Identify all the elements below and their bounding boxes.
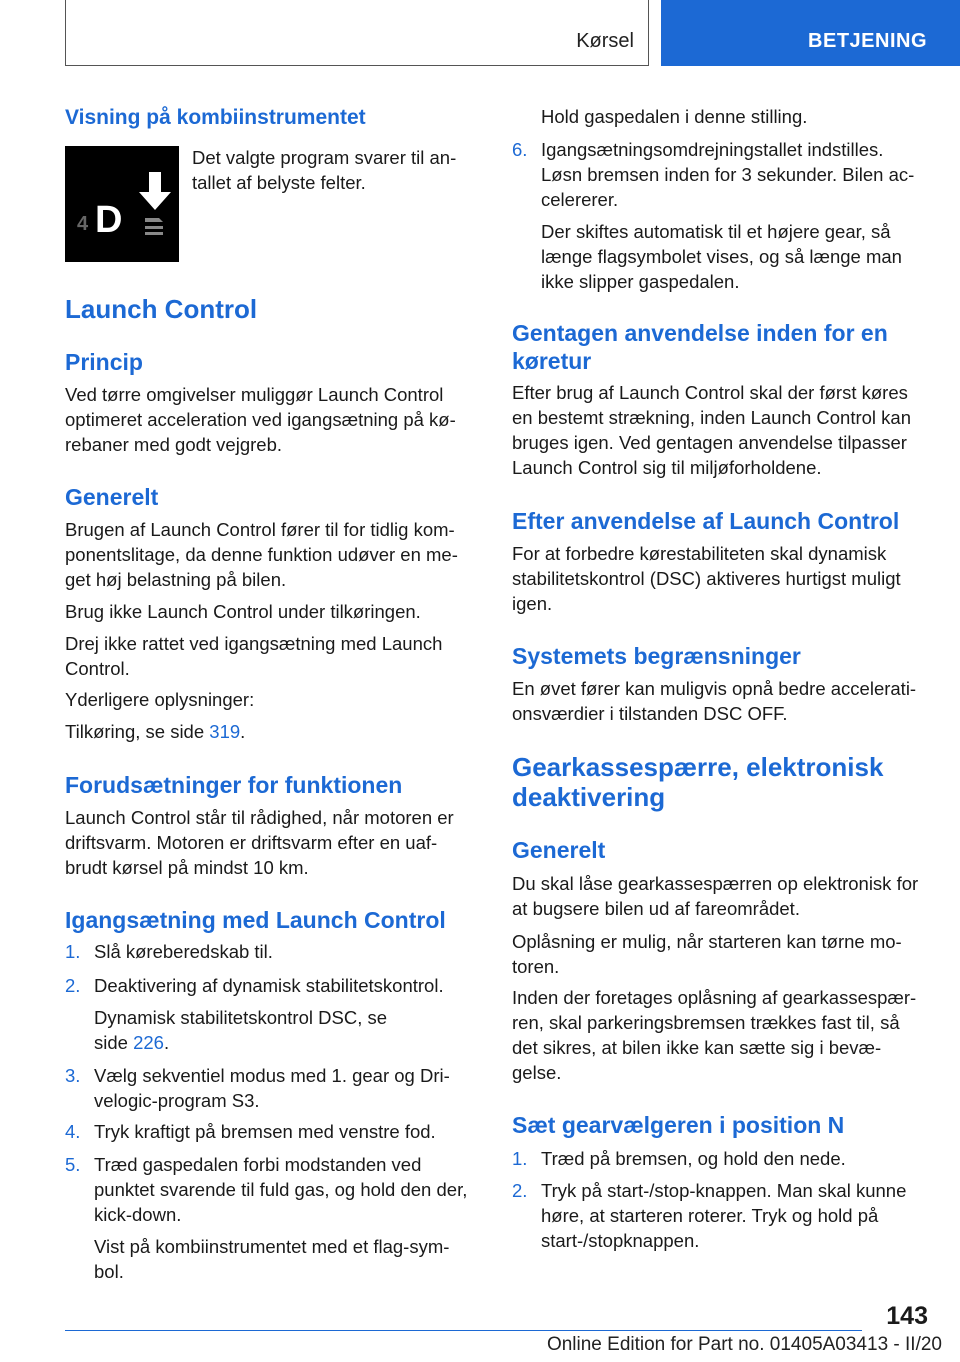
efter-line-1: For at forbedre kørestabiliteten skal dynamisk bbox=[512, 543, 887, 564]
generelt-p5 bbox=[65, 719, 485, 744]
step-number-6: 6. bbox=[512, 139, 528, 160]
step-5-continued: Hold gaspedalen i denne stilling. bbox=[541, 106, 808, 127]
generelt-line-2: ponentslitage, da denne funktion udøver en me- bbox=[65, 544, 458, 565]
gen-p3-line-3: det sikres, at bilen ikke kan sætte sig i bevæ- bbox=[512, 1037, 882, 1058]
gentagen-line-2: en bestemt strækning, inden Launch Control kan bbox=[512, 407, 912, 428]
step-2c-suffix: . bbox=[163, 1032, 170, 1053]
generelt-p2: Brug ikke Launch Control under tilkøringen. bbox=[65, 601, 421, 622]
gen-p1-line-2: at bugsere bilen ud af fareområdet. bbox=[512, 898, 800, 919]
princip-line-3: rebaner med godt vejgreb. bbox=[65, 434, 282, 455]
step-n-number-2: 2. bbox=[512, 1180, 528, 1201]
gen-p3-line-1: Inden der foretages oplåsning af gearkassespær- bbox=[512, 987, 917, 1008]
step-n-2-line-1: Tryk på start-/stop-knappen. Man skal kunne bbox=[541, 1180, 907, 1201]
step-6-line-1: Igangsætningsomdrejningstallet indstilles. bbox=[541, 139, 884, 160]
page-link-319[interactable]: 319 bbox=[209, 721, 241, 742]
step-number-1: 1. bbox=[65, 941, 81, 962]
gen-p2-line-2: toren. bbox=[512, 956, 560, 977]
svg-text:4: 4 bbox=[77, 213, 89, 235]
step-n-2-line-2: høre, at starteren roterer. Tryk og hold på bbox=[541, 1205, 879, 1226]
heading-begraensninger: Systemets begrænsninger bbox=[512, 643, 801, 669]
step-number-4: 4. bbox=[65, 1121, 81, 1142]
footer-edition: Online Edition for Part no. 01405A03413 - II/20 bbox=[546, 1334, 942, 1355]
efter-line-3: igen. bbox=[512, 593, 553, 614]
heading-generelt: Generelt bbox=[65, 484, 159, 510]
generelt-line-3: get høj belastning på bilen. bbox=[65, 569, 287, 590]
heading-gentagen-line-1: Gentagen anvendelse inden for en bbox=[512, 320, 888, 346]
step-number-2: 2. bbox=[65, 975, 81, 996]
step-n-1: Træd på bremsen, og hold den nede. bbox=[541, 1148, 846, 1169]
heading-generelt-2: Generelt bbox=[512, 837, 606, 863]
step-6b-line-1: Der skiftes automatisk til et højere gear, så bbox=[541, 221, 891, 242]
heading-gearkassespaerre-line-1: Gearkassespærre, elektronisk bbox=[512, 752, 884, 782]
generelt-p5-suffix: . bbox=[240, 721, 246, 742]
footer-divider bbox=[65, 1330, 862, 1331]
generelt-p3-line-1: Drej ikke rattet ved igangsætning med Launch bbox=[65, 633, 443, 654]
step-4: Tryk kraftigt på bremsen med venstre fod. bbox=[94, 1121, 436, 1142]
heading-efter-anvendelse: Efter anvendelse af Launch Control bbox=[512, 508, 900, 534]
gen-p3-line-4: gelse. bbox=[512, 1062, 562, 1083]
header-chapter: Kørsel bbox=[576, 30, 634, 52]
gentagen-line-3: bruges igen. Ved gentagen anvendelse tilpasser bbox=[512, 432, 907, 453]
step-2b: Dynamisk stabilitetskontrol DSC, se bbox=[94, 1007, 388, 1028]
begr-line-2: onsværdier i tilstanden DSC OFF. bbox=[512, 703, 788, 724]
heading-gentagen-line-2: køretur bbox=[512, 348, 592, 374]
heading-visning: Visning på kombiinstrumentet bbox=[65, 106, 366, 129]
visning-line-2: tallet af belyste felter. bbox=[192, 172, 366, 193]
page-number: 143 bbox=[886, 1302, 928, 1330]
forudsaet-line-1: Launch Control står til rådighed, når motoren er bbox=[65, 807, 454, 828]
header-section-label: BETJENING bbox=[808, 30, 927, 52]
step-5b-line-2: bol. bbox=[94, 1261, 124, 1282]
gentagen-line-4: Launch Control sig til miljøforholdene. bbox=[512, 457, 822, 478]
heading-launch-control: Launch Control bbox=[65, 294, 258, 324]
header-section-tab[interactable] bbox=[661, 0, 960, 66]
step-6-line-3: celererer. bbox=[541, 189, 619, 210]
forudsaet-line-3: brudt kørsel på mindst 10 km. bbox=[65, 857, 309, 878]
step-6b-line-2: længe flagsymbolet vises, og så længe man bbox=[541, 246, 902, 267]
step-n-2-line-3: start-/stopknappen. bbox=[541, 1230, 700, 1251]
step-3-line-1: Vælg sekventiel modus med 1. gear og Dri- bbox=[94, 1065, 450, 1086]
step-5b-line-1: Vist på kombiinstrumentet med et flag-sym- bbox=[94, 1236, 450, 1257]
generelt-p5-prefix: Tilkøring, se side bbox=[65, 721, 210, 742]
visning-line-1: Det valgte program svarer til an- bbox=[192, 147, 457, 168]
generelt-p3-line-2: Control. bbox=[65, 658, 130, 679]
step-number-3: 3. bbox=[65, 1065, 81, 1086]
begr-line-1: En øvet fører kan muligvis opnå bedre accelerati- bbox=[512, 678, 917, 699]
princip-line-1: Ved tørre omgivelser muliggør Launch Control bbox=[65, 384, 444, 405]
princip-line-2: optimeret acceleration ved igangsætning på kø- bbox=[65, 409, 456, 430]
heading-gearkassespaerre-line-2: deaktivering bbox=[512, 782, 666, 812]
step-n-number-1: 1. bbox=[512, 1148, 528, 1169]
step-6b-line-3: ikke slipper gaspedalen. bbox=[541, 271, 740, 292]
heading-igangsaetning: Igangsætning med Launch Control bbox=[65, 907, 446, 933]
step-5-line-3: kick-down. bbox=[94, 1204, 182, 1225]
step-number-5: 5. bbox=[65, 1154, 81, 1175]
generelt-p4: Yderligere oplysninger: bbox=[65, 689, 255, 710]
step-6-line-2: Løsn bremsen inden for 3 sekunder. Bilen ac- bbox=[541, 164, 915, 185]
svg-text:D: D bbox=[95, 199, 123, 241]
page-link-226[interactable]: 226 bbox=[133, 1032, 164, 1053]
heading-saet-gearvaelgeren: Sæt gearvælgeren i position N bbox=[512, 1112, 845, 1138]
efter-line-2: stabilitetskontrol (DSC) aktiveres hurtigst muligt bbox=[512, 568, 901, 589]
step-5-line-1: Træd gaspedalen forbi modstanden ved bbox=[94, 1154, 422, 1175]
step-2c-prefix: side bbox=[94, 1032, 134, 1053]
gen-p2-line-1: Oplåsning er mulig, når starteren kan tørne mo- bbox=[512, 931, 902, 952]
gen-p1-line-1: Du skal låse gearkassespærren op elektronisk for bbox=[512, 873, 919, 894]
heading-princip: Princip bbox=[65, 349, 143, 375]
step-2c bbox=[94, 1030, 484, 1055]
forudsaet-line-2: driftsvarm. Motoren er driftsvarm efter en uaf- bbox=[65, 832, 438, 853]
drivelogic-4d-display-icon bbox=[65, 146, 179, 262]
heading-forudsaetninger: Forudsætninger for funktionen bbox=[65, 772, 403, 798]
step-1: Slå køreberedskab til. bbox=[94, 941, 273, 962]
gentagen-line-1: Efter brug af Launch Control skal der først køres bbox=[512, 382, 908, 403]
header-chapter-box bbox=[65, 0, 649, 66]
generelt-line-1: Brugen af Launch Control fører til for tidlig kom- bbox=[65, 519, 455, 540]
step-5-line-2: punktet svarende til fuld gas, og hold den der, bbox=[94, 1179, 468, 1200]
gen-p3-line-2: ren, skal parkeringsbremsen trækkes fast til, så bbox=[512, 1012, 900, 1033]
step-3-line-2: velogic-program S3. bbox=[94, 1090, 260, 1111]
step-2: Deaktivering af dynamisk stabilitetskontrol. bbox=[94, 975, 444, 996]
